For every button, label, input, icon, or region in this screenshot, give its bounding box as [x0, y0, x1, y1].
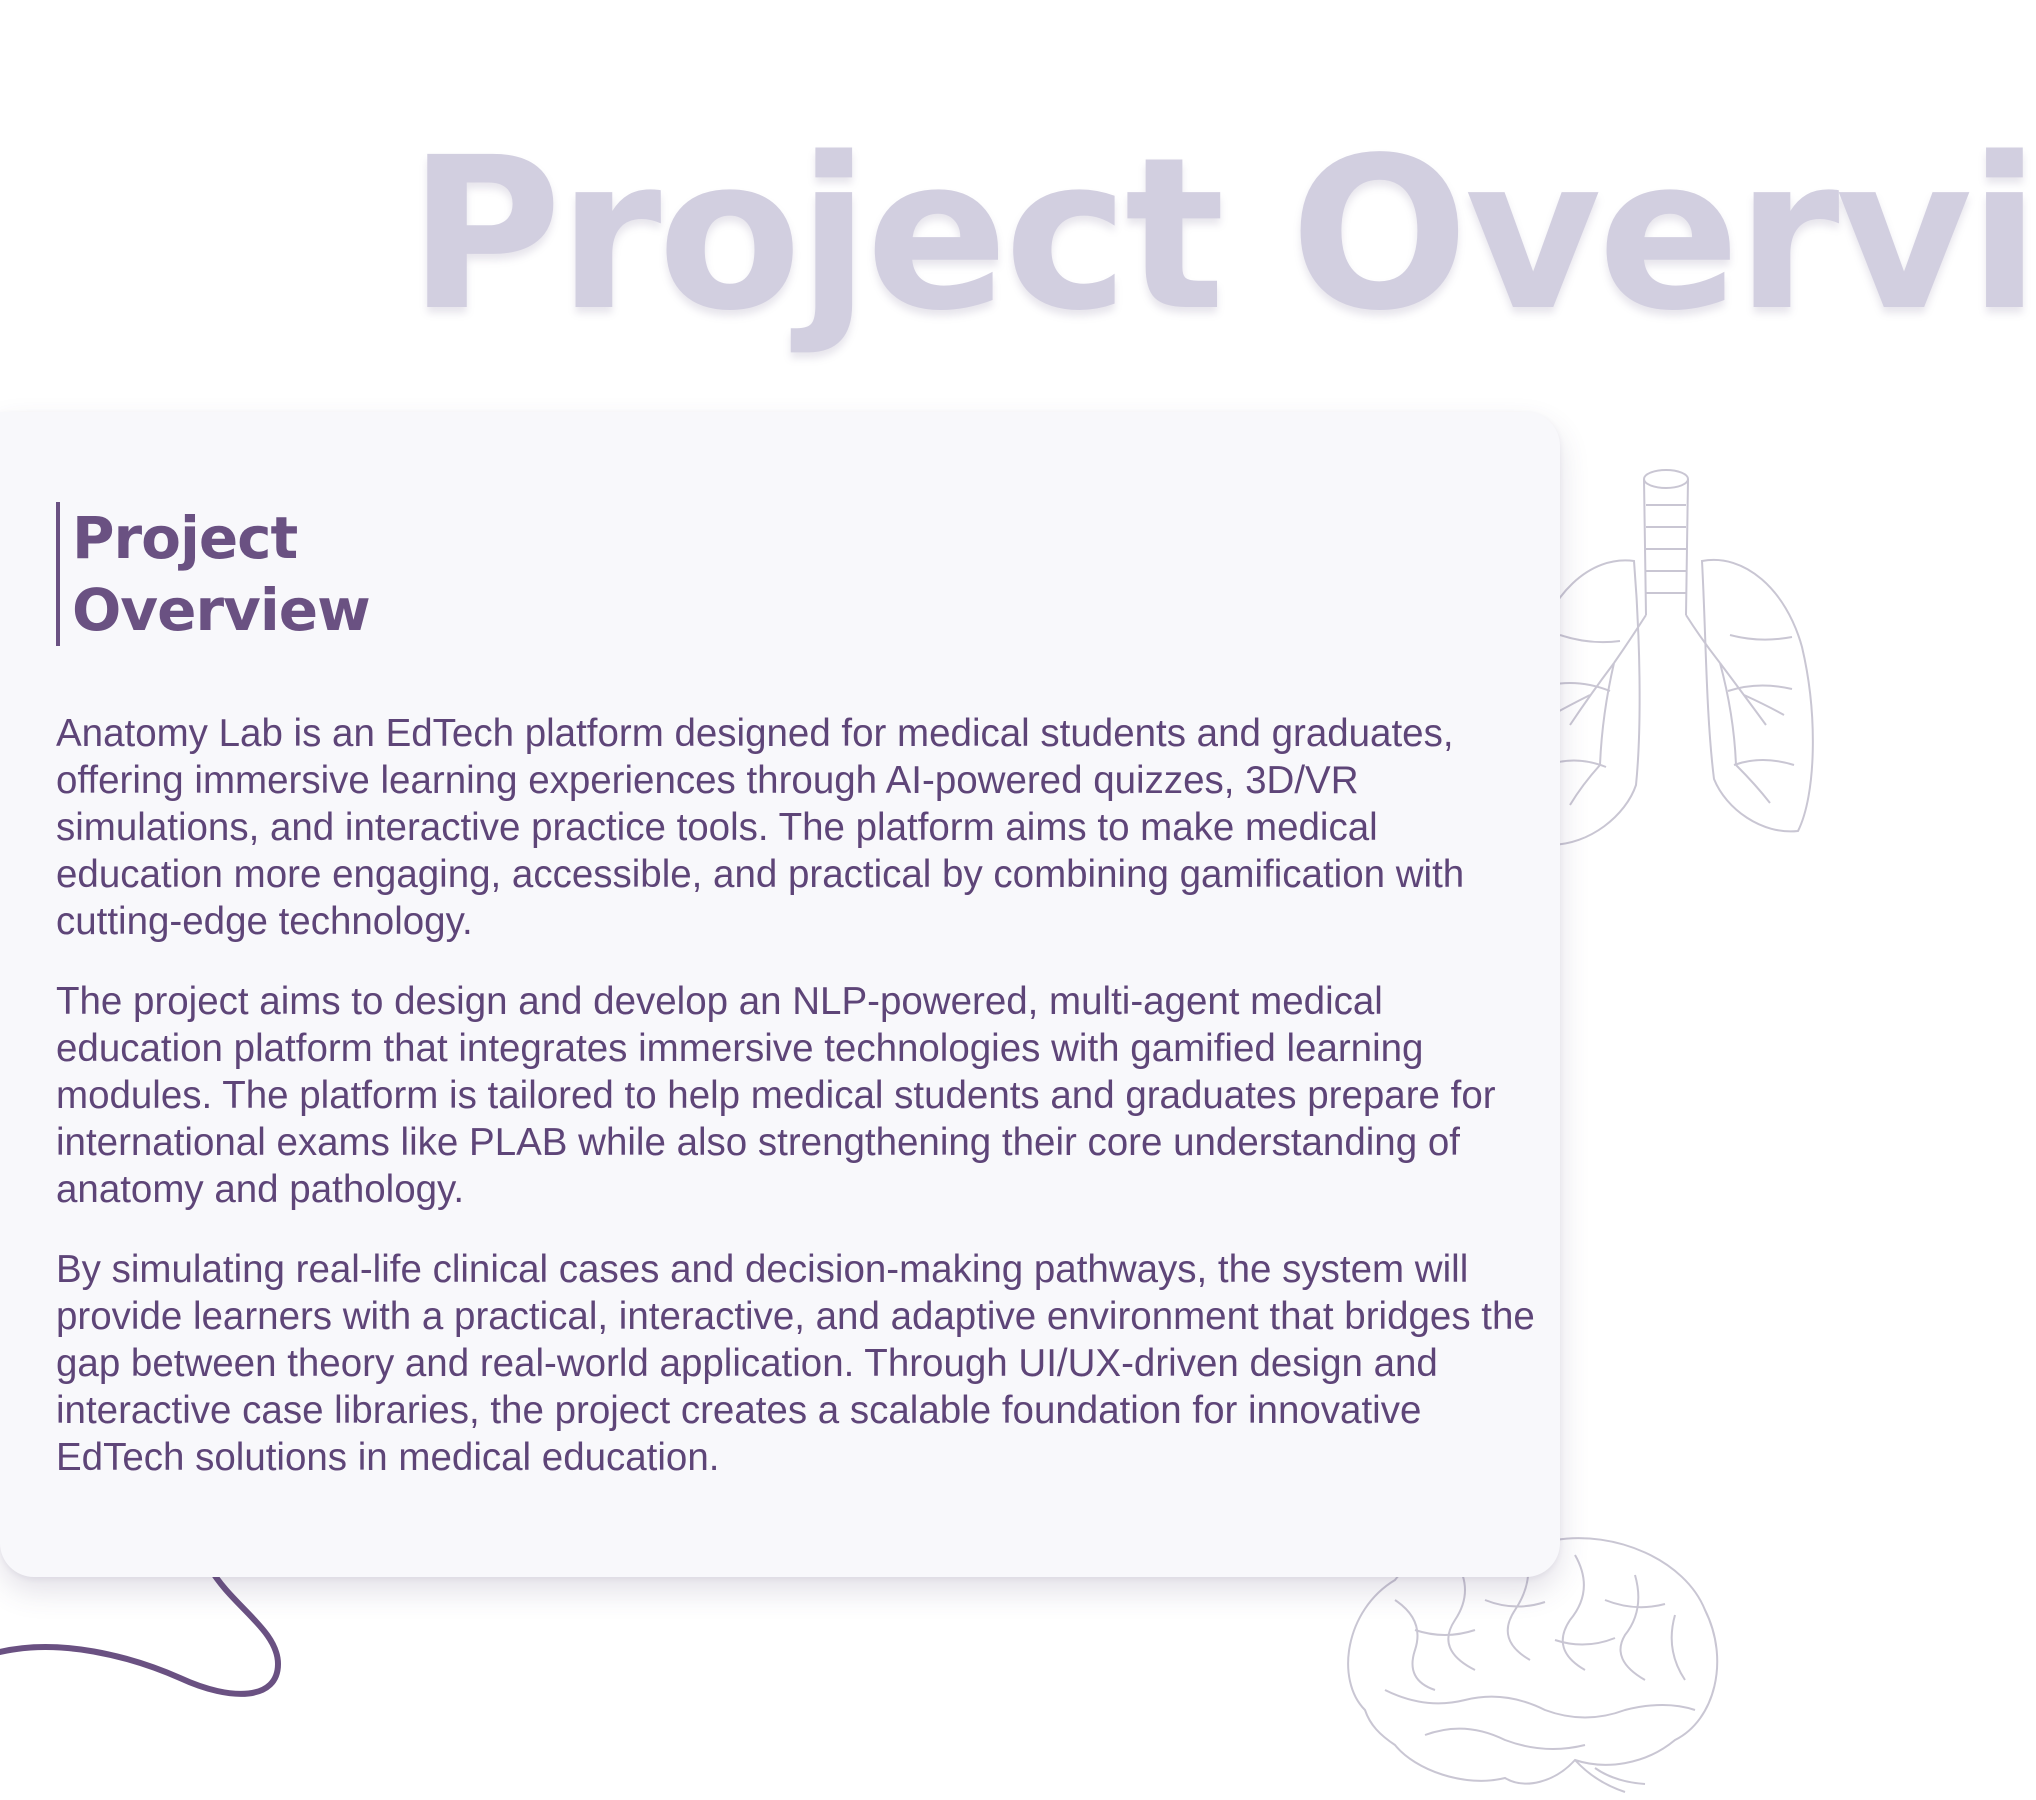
curved-line: [0, 1560, 300, 1730]
card-body: [56, 710, 1536, 1514]
card-title-line-2: Overview: [72, 576, 370, 644]
background-heading: Project Overvi: [408, 112, 2036, 357]
paragraph-2: The project aims to design and develop an NLP-powered, multi-agent medical education platform that integrates immersive technologies with gamified learning modules. The platform is tailored to help medical students and graduates prepare for international exams like PLAB while also strengthening their core understanding of anatomy and pathology.: [56, 980, 1496, 1211]
lungs-illustration: [1530, 465, 1820, 905]
card-title-line-1: Project: [72, 504, 298, 572]
paragraph-1: Anatomy Lab is an EdTech platform designed for medical students and graduates, offering immersive learning experiences through AI-powered quizzes, 3D/VR simulations, and interactive practice tools. The platform aims to make medical education more engaging, accessible, and practical by combining gamification with cutting-edge technology.: [56, 712, 1465, 943]
paragraph-3: By simulating real-life clinical cases and decision-making pathways, the system will provide learners with a practical, interactive, and adaptive environment that bridges the gap between theory and real-world application. Through UI/UX-driven design and interactive case libraries, the project creates a scalable foundation for innovative EdTech solutions in medical education.: [56, 1248, 1535, 1479]
card-title: [56, 502, 392, 646]
overview-card: [0, 412, 1560, 1577]
